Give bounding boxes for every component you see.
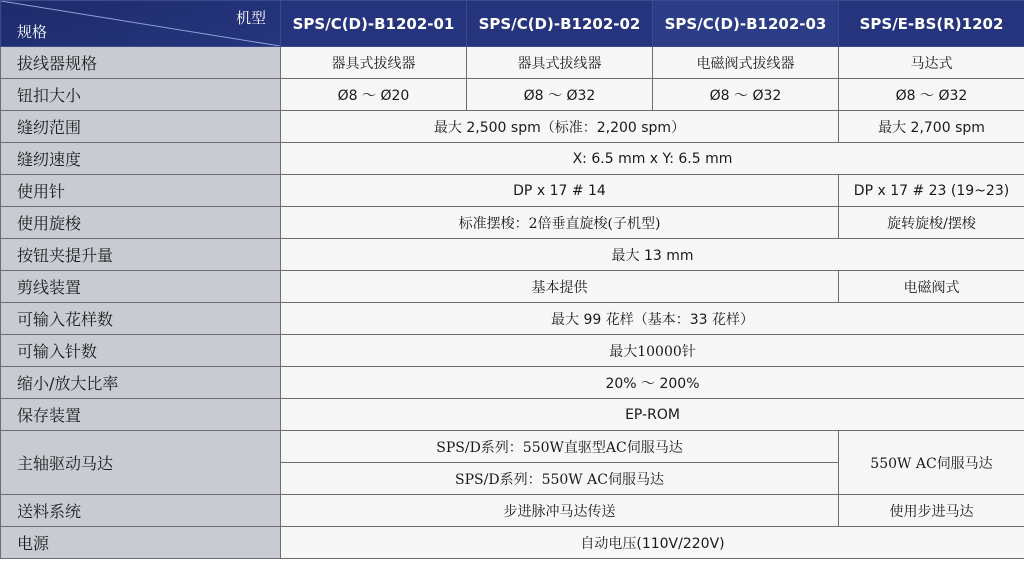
scale-value: 20% ～ 200%	[281, 367, 1024, 399]
row-label-scale: 缩小/放大比率	[1, 367, 281, 399]
sewing-speed-value: X: 6.5 mm x Y: 6.5 mm	[281, 143, 1024, 175]
needle-value-shared: DP x 17 # 14	[281, 175, 839, 207]
puller-value-02: 器具式拔线器	[467, 47, 653, 79]
model-header-01: SPS/C(D)-B1202-01	[281, 1, 467, 47]
storage-value: EP-ROM	[281, 399, 1024, 431]
row-label-storage: 保存装置	[1, 399, 281, 431]
table-row-storage	[1, 399, 1024, 431]
model-header-04: SPS/E-BS(R)1202	[839, 1, 1024, 47]
row-label-patterns: 可输入花样数	[1, 303, 281, 335]
table-row-sewing-range	[1, 111, 1024, 143]
row-label-needle: 使用针	[1, 175, 281, 207]
table-row-patterns	[1, 303, 1024, 335]
table-row-button-size	[1, 79, 1024, 111]
feed-value-04: 使用步进马达	[839, 495, 1024, 527]
button-size-value-04: Ø8 ～ Ø32	[839, 79, 1024, 111]
power-value: 自动电压(110V/220V)	[281, 527, 1024, 559]
spec-axis-label: 规格	[17, 23, 48, 41]
header-corner-cell	[1, 1, 281, 47]
table-row-trimmer	[1, 271, 1024, 303]
table-row-clamp-lift	[1, 239, 1024, 271]
puller-value-04: 马达式	[839, 47, 1024, 79]
patterns-value: 最大 99 花样（基本：33 花样）	[281, 303, 1024, 335]
table-row-scale	[1, 367, 1024, 399]
row-label-clamp-lift: 按钮夹提升量	[1, 239, 281, 271]
button-size-value-01: Ø8 ～ Ø20	[281, 79, 467, 111]
button-size-value-02: Ø8 ～ Ø32	[467, 79, 653, 111]
trimmer-value-shared: 基本提供	[281, 271, 839, 303]
row-label-sewing-range: 缝纫范围	[1, 111, 281, 143]
table-row-puller	[1, 47, 1024, 79]
clamp-lift-value: 最大 13 mm	[281, 239, 1024, 271]
hook-value-shared: 标准摆梭：2倍垂直旋梭(子机型)	[281, 207, 839, 239]
table-row-main-motor	[1, 431, 1024, 463]
main-motor-value-direct: SPS/D系列：550W直驱型AC伺服马达	[281, 431, 839, 463]
main-motor-value-04: 550W AC伺服马达	[839, 431, 1024, 495]
table-row-stitches	[1, 335, 1024, 367]
row-label-stitches: 可输入针数	[1, 335, 281, 367]
model-header-02: SPS/C(D)-B1202-02	[467, 1, 653, 47]
table-row-sewing-speed	[1, 143, 1024, 175]
puller-value-01: 器具式拔线器	[281, 47, 467, 79]
button-size-value-03: Ø8 ～ Ø32	[653, 79, 839, 111]
trimmer-value-04: 电磁阀式	[839, 271, 1024, 303]
model-header-03: SPS/C(D)-B1202-03	[653, 1, 839, 47]
needle-value-04: DP x 17 # 23 (19~23)	[839, 175, 1024, 207]
row-label-sewing-speed: 缝纫速度	[1, 143, 281, 175]
table-row-power	[1, 527, 1024, 559]
row-label-hook: 使用旋梭	[1, 207, 281, 239]
sewing-range-value-shared: 最大 2,500 spm（标准：2,200 spm）	[281, 111, 839, 143]
main-motor-value-ac: SPS/D系列：550W AC伺服马达	[281, 463, 839, 495]
table-row-needle	[1, 175, 1024, 207]
row-label-button-size: 钮扣大小	[1, 79, 281, 111]
puller-value-03: 电磁阀式拔线器	[653, 47, 839, 79]
row-label-trimmer: 剪线装置	[1, 271, 281, 303]
table-row-feed	[1, 495, 1024, 527]
feed-value-shared: 步进脉冲马达传送	[281, 495, 839, 527]
table-row-hook	[1, 207, 1024, 239]
sewing-range-value-04: 最大 2,700 spm	[839, 111, 1024, 143]
stitches-value: 最大10000针	[281, 335, 1024, 367]
row-label-main-motor: 主轴驱动马达	[1, 431, 281, 495]
model-axis-label: 机型	[235, 9, 266, 27]
row-label-puller: 拔线器规格	[1, 47, 281, 79]
row-label-feed: 送料系统	[1, 495, 281, 527]
row-label-power: 电源	[1, 527, 281, 559]
hook-value-04: 旋转旋梭/摆梭	[839, 207, 1024, 239]
header-row	[1, 1, 1024, 47]
